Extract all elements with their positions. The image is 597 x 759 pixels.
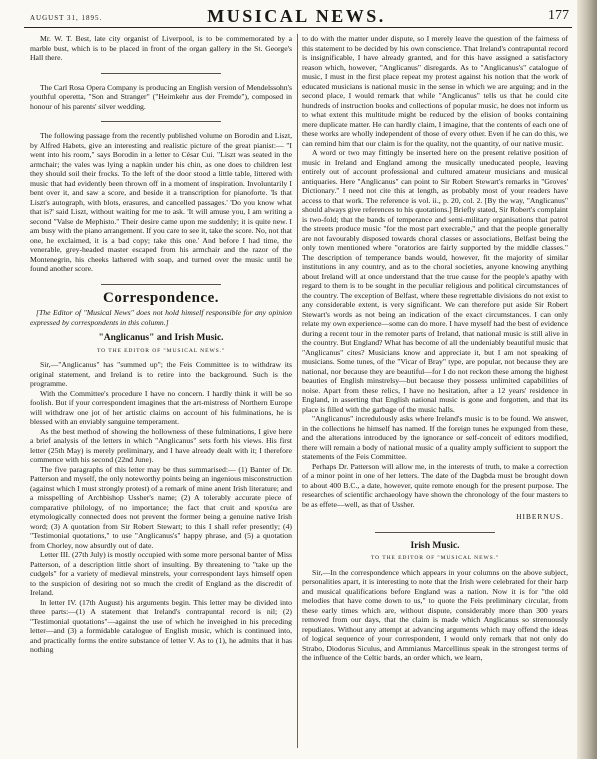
letter-paragraph: In letter IV. (17th August) his arguments begin. This letter may be divided into three parts:—(1) A statement that Ireland's contrapuntal record is nil; (2) "Testimonial quotations"—against the use of which he inveighed in his preceding letter—and (3) a formidable catalogue of English music, which is continued into, and practically forms the entire substance of letter V. As to (1), he admits that it has nothing	[30, 597, 292, 654]
letter-paragraph: "Anglicanus" incredulously asks where Ireland's music is to be found. We answer, in the collections he himself has named. If the foreign tunes he expunged from these, and the alterations introduced by the ignorance or self-conceit of editors modified, there will remain a body of national music of a quality amply sufficient to support the statements of the Feis Committee.	[302, 414, 568, 461]
letter-body	[30, 360, 292, 655]
editor-disclaimer: [The Editor of "Musical News" does not hold himself responsible for any opinion expressed by correspondents in this column.]	[30, 308, 292, 327]
page-number: 177	[548, 8, 569, 23]
news-note: Mr. W. T. Best, late city organist of Liverpool, is to be commemorated by a marble bust, which is to be placed in front of the organ gallery in the St. George's Hall there.	[30, 34, 292, 62]
letter-paragraph: Letter III. (27th July) is mostly occupied with some more personal banter of Miss Patterson, of a description little short of insulting. By threatening to "take up the cudgels" for a variety of medieval minstrels, your correspondent lays himself open to the suspicion of desiring not so much the credit of England as the discredit of Ireland.	[30, 550, 292, 597]
issue-date: AUGUST 31, 1895.	[30, 14, 103, 22]
letter-title: Irish Music.	[410, 540, 460, 551]
letter-paragraph: A word or two may fittingly be inserted here on the present relative position of music in Ireland and England among the musically uneducated people, leaving entirely out of account professional and cultured amateur musicians and musical antiquaries. Here "Anglicanus" can point to Sir Robert Stewart's remarks in "Groves' Dictionary." I need not cite this at length, as probably most of your readers have access to that work. The reference is vol. ii., p. 20, col. 2. [By the way, "Anglicanus" should always give references to his quotations.] Briefly stated, Sir Robert's complaint is two-fold; that the bands of temperance and semi-military organisations that patrol the streets produce music "for the most part execrable," and that the people generally are not favourably disposed towards choral classes or associations, Belfast being the only town mentioned where "oratorios are fairly supported by the middle classes." The description of temperance bands would, however, fit the majority of similar institutions in any country, and as to the choral societies, anyone knowing anything about Ireland will at once understand that the true cause for the people's apathy with regard to them is to be sought in the peculiar religious and political circumstances of the country. The exception of Belfast, where these regrettable divisions do not exist to any considerable extent, is very significant. We can therefore put aside Sir Robert Stewart's words as not being an indication of the exact circumstances. I can only relate my own experience—some can do more. I have myself had the best of evidence during a recent tour in the remoter parts of Ireland, that national music is still alive in the country. But England? What has become of all the undeniably beautiful music that "Anglicanus" cites? Musicians know and appreciate it, but I am not speaking of musicians. Some tunes, of the "Vicar of Bray" type, are popular, not because they are national, nor because they are beautiful—for I do not reckon these among the highest beauties of English minstrelsy—but because they possess unlimited capabilities of noise. Apart from these relics, I have no hesitation, after a 12 years' residence in England, in asserting that English national music is gone and forgotten, and that its place is filled with the garbage of the music halls.	[302, 148, 568, 414]
letter-addressee: TO THE EDITOR OF "MUSICAL NEWS."	[96, 347, 226, 354]
header-rule	[24, 27, 572, 28]
letter-paragraph: Sir,—In the correspondence which appears in your columns on the above subject, personalities apart, it is interesting to note that the Irish were celebrated for their harp and musical qualifications before England was a nation. Now it is for "the old melodies that have come down to us," to quote the Feis preliminary circular, from these early times which are, without dispute, considerably more than 300 years removed from our days, that the claim is made which Anglicanus so strenuously repudiates. Without any attempt at advancing arguments which may offend the ideas of logical sequence of your correspondent, I would only remark that not only do Strabo, Diodorus Siculus, and Ammianus Marcellinus speak in the strongest terms of the influence of the Celtic bards, an order which, we learn,	[302, 567, 568, 662]
section-rule	[375, 532, 495, 533]
letter-paragraph: Sir,—"Anglicanus" has "summed up"; the Feis Committee is to withdraw its original statement, and Ireland is to retire into the background. Such is the programme.	[30, 360, 292, 388]
right-column	[302, 34, 568, 748]
letter-addressee: TO THE EDITOR OF "MUSICAL NEWS."	[370, 555, 500, 561]
page-binding-edge	[577, 0, 597, 759]
letter-signature: HIBERNUS.	[516, 512, 564, 521]
correspondence-heading: Correspondence.	[103, 289, 219, 306]
letter-body-continued	[302, 34, 568, 509]
letter-paragraph: With the Committee's procedure I have no concern. I hardly think it will be so foolish. But if your correspondent imagines that the art-mistress of Northern Europe will withdraw one jot of her artistic claims on account of his fulminations, he is blessed with an enviably sanguine temperament.	[30, 388, 292, 426]
masthead-title: MUSICAL NEWS.	[207, 6, 386, 26]
section-rule	[101, 121, 221, 122]
letter-body	[302, 568, 568, 663]
news-note: The following passage from the recently published volume on Borodin and Liszt, by Alfred Habets, give an interesting and realistic picture of the great pianist:— "I went into his room," says Borodin in a letter to César Cui. "Liszt was seated in the armchair; the vales was lying a napkin under his chin, as one does to children lest they should soil their frocks. To the left of the door stood a little table, littered with music that had evidently been thrown off in a moment of inspiration. Involuntarily I bent over it, and saw a score, and beside it a transcription for pianoforte. 'Is that Liszt's autograph, with blots, erasures, and cancelled passages.' 'Do you know what that is?' said Liszt, without waiting for me to ask. 'It will amuse you, I am writing a second "Valse de Mephisto." Their desire came upon me suddenly; it is quite new. I am busy with the piano arrangement. If you care to see it, take the score. No, not that one, he exclaimed, it is a bad copy; take this one.' And before I had time, the venerable, grey-headed master escaped from his armchair and the razor of the Montenegrin, his cheeks lathered with soap, and turned over the music until he found another score.	[30, 131, 292, 273]
letter-paragraph: Perhaps Dr. Patterson will allow me, in the interests of truth, to make a correction of a minor point in one of her letters. The date of the Dagbda must be brought down to about 400 B.C., a date, however, quite remote enough for the present purpose. The researches of scientific archaeology have shown the chronology of the four masters to be as effete—well, as that of Ussher.	[302, 461, 568, 509]
section-rule	[101, 73, 221, 74]
column-divider	[297, 34, 298, 748]
letter-paragraph: The five paragraphs of this letter may be thus summarised:— (1) Banter of Dr. Patterson and myself, the only noteworthy points being an ingenious misconstruction (against which I must strongly protest) of a remark of mine anent Irish literature; and a misspelling of Archbishop Ussher's name; (2) A tolerably accurate piece of comparative philology, of no importance; the fact that cruit and κροτέω are etymologically connected does not prevent the former being a genuine native Irish word; (3) A quotation from Sir Robert Stewart; to this I shall refer presently; (4) "Testimonial quotations," to use "Anglicanus's" happy phrase, and (5) a quotation from Chorley, now absurdly out of date.	[30, 464, 292, 550]
news-note: The Carl Rosa Opera Company is producing an English version of Mendelssohn's youthful operetta, "Son and Stranger" ("Heimkehr aus der Fremde"), composed in honour of his parents' silver wedding.	[30, 82, 292, 111]
letter-paragraph: As the best method of showing the hollowness of these fulminations, I give here a brief analysis of the letters in which "Anglicanus" sets forth his views. His first letter (25th May) is merely preliminary, and I have already dealt with it; I therefore commence with his second (22nd June).	[30, 426, 292, 464]
section-rule	[101, 284, 221, 285]
letter-paragraph: to do with the matter under dispute, so I merely leave the question of the fairness of this statement to be decided by his own conscience. That Ireland's contrapuntal record is insignificable, I have already granted, and for this have assigned a satisfactory reason which, however, "Anglicanus" disregards. As to "Anglicanus's" catalogue of music, I must in the first place repeat my protest against his notion that the work of educated musicians is national music in the sense in which we are arguing; and in the second place, I would remark that while "Anglicanus" tells us that he could cite hundreds of instruction books and collections of popular music, he does not inform us to what extent this multitude might be reduced by the elision of books containing mere duplicate matter. He can hardly claim, I imagine, that the contents of each one of these works are wholly independent of those of every other. Even if he can do this, we can remind him that our claim is for the quality, not the quantity, of our native music.	[302, 34, 568, 148]
left-column	[30, 34, 292, 748]
letter-title: "Anglicanus" and Irish Music.	[98, 333, 224, 343]
page-header	[20, 4, 573, 26]
